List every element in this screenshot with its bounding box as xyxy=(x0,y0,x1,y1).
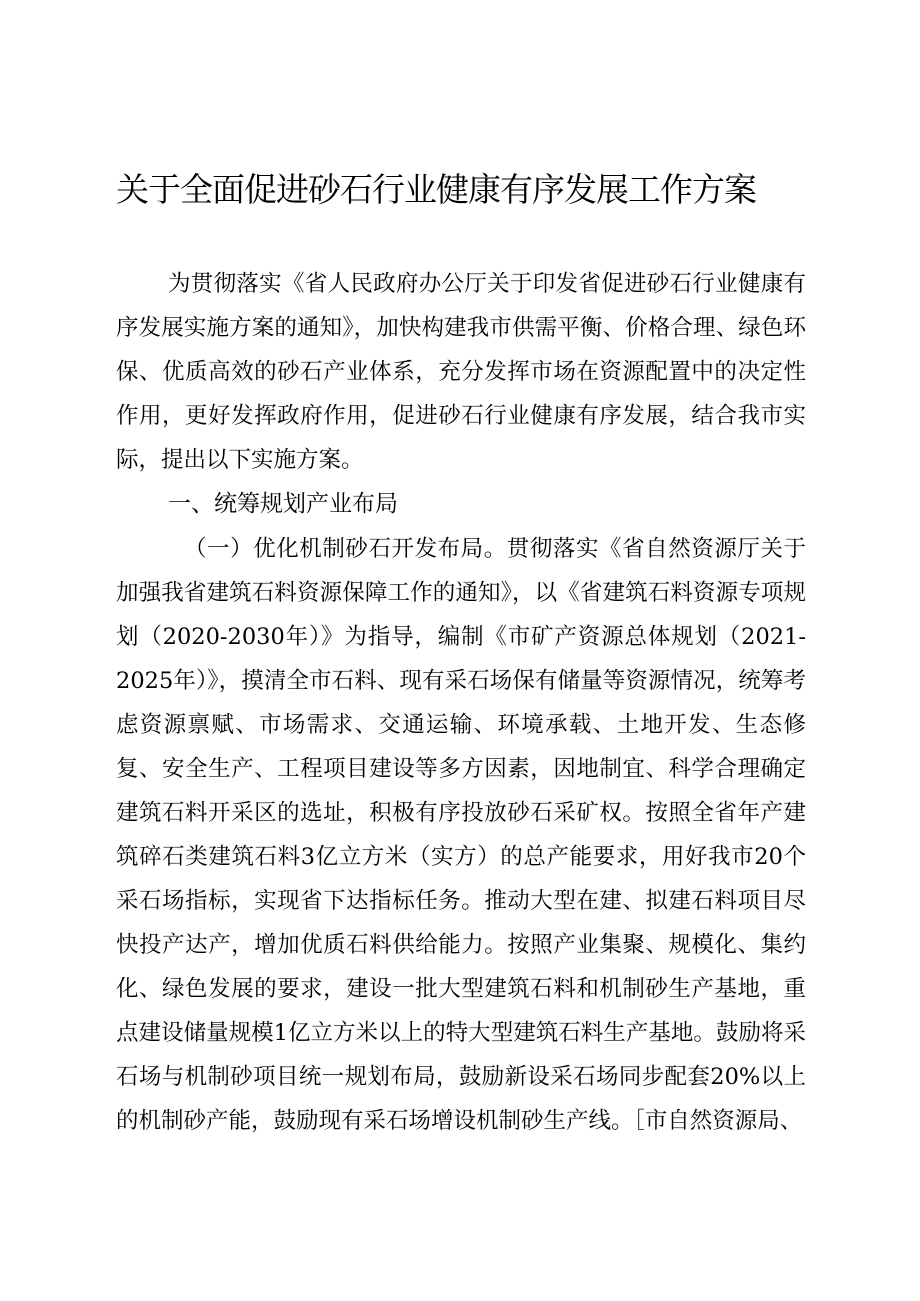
document-title: 关于全面促进砂石行业健康有序发展工作方案 xyxy=(116,170,756,209)
section-heading: 一、统筹规划产业布局 xyxy=(168,491,398,517)
section-paragraph: （一）优化机制砂石开发布局。贯彻落实《省自然资源厅关于加强我省建筑石料资源保障工作的通知》，以《省建筑石料资源专项规划（2020-2030年）》为指导，编制《市矿产资源总体规划（2021-2025年）》，摸清全市石料、现有采石场保有储量等资源情况，统筹考虑资源禀赋、市场需求、交通运输、环境承载、土地开发、生态修复、安全生产、工程项目建设等多方因素，因地制宜、科学合理确定建筑石料开采区的选址，积极有序投放砂石采矿权。按照全省年产建筑碎石类建筑石料3亿立方米（实方）的总产能要求，用好我市20个采石场指标，实现省下达指标任务。推动大型在建、拟建石料项目尽快投产达产，增加优质石料供给能力。按照产业集聚、规模化、集约化、绿色发展的要求，建设一批大型建筑石料和机制砂生产基地，重点建设储量规模1亿立方米以上的特大型建筑石料生产基地。鼓励将采石场与机制砂项目统一规划布局，鼓励新设采石场同步配套20%以上的机制砂产能，鼓励现有采石场增设机制砂生产线。［市自然资源局、 xyxy=(116,536,806,1134)
intro-paragraph: 为贯彻落实《省人民政府办公厅关于印发省促进砂石行业健康有序发展实施方案的通知》，加快构建我市供需平衡、价格合理、绿色环保、优质高效的砂石产业体系，充分发挥市场在资源配置中的决定性作用，更好发挥政府作用，促进砂石行业健康有序发展，结合我市实际，提出以下实施方案。 xyxy=(116,271,806,473)
